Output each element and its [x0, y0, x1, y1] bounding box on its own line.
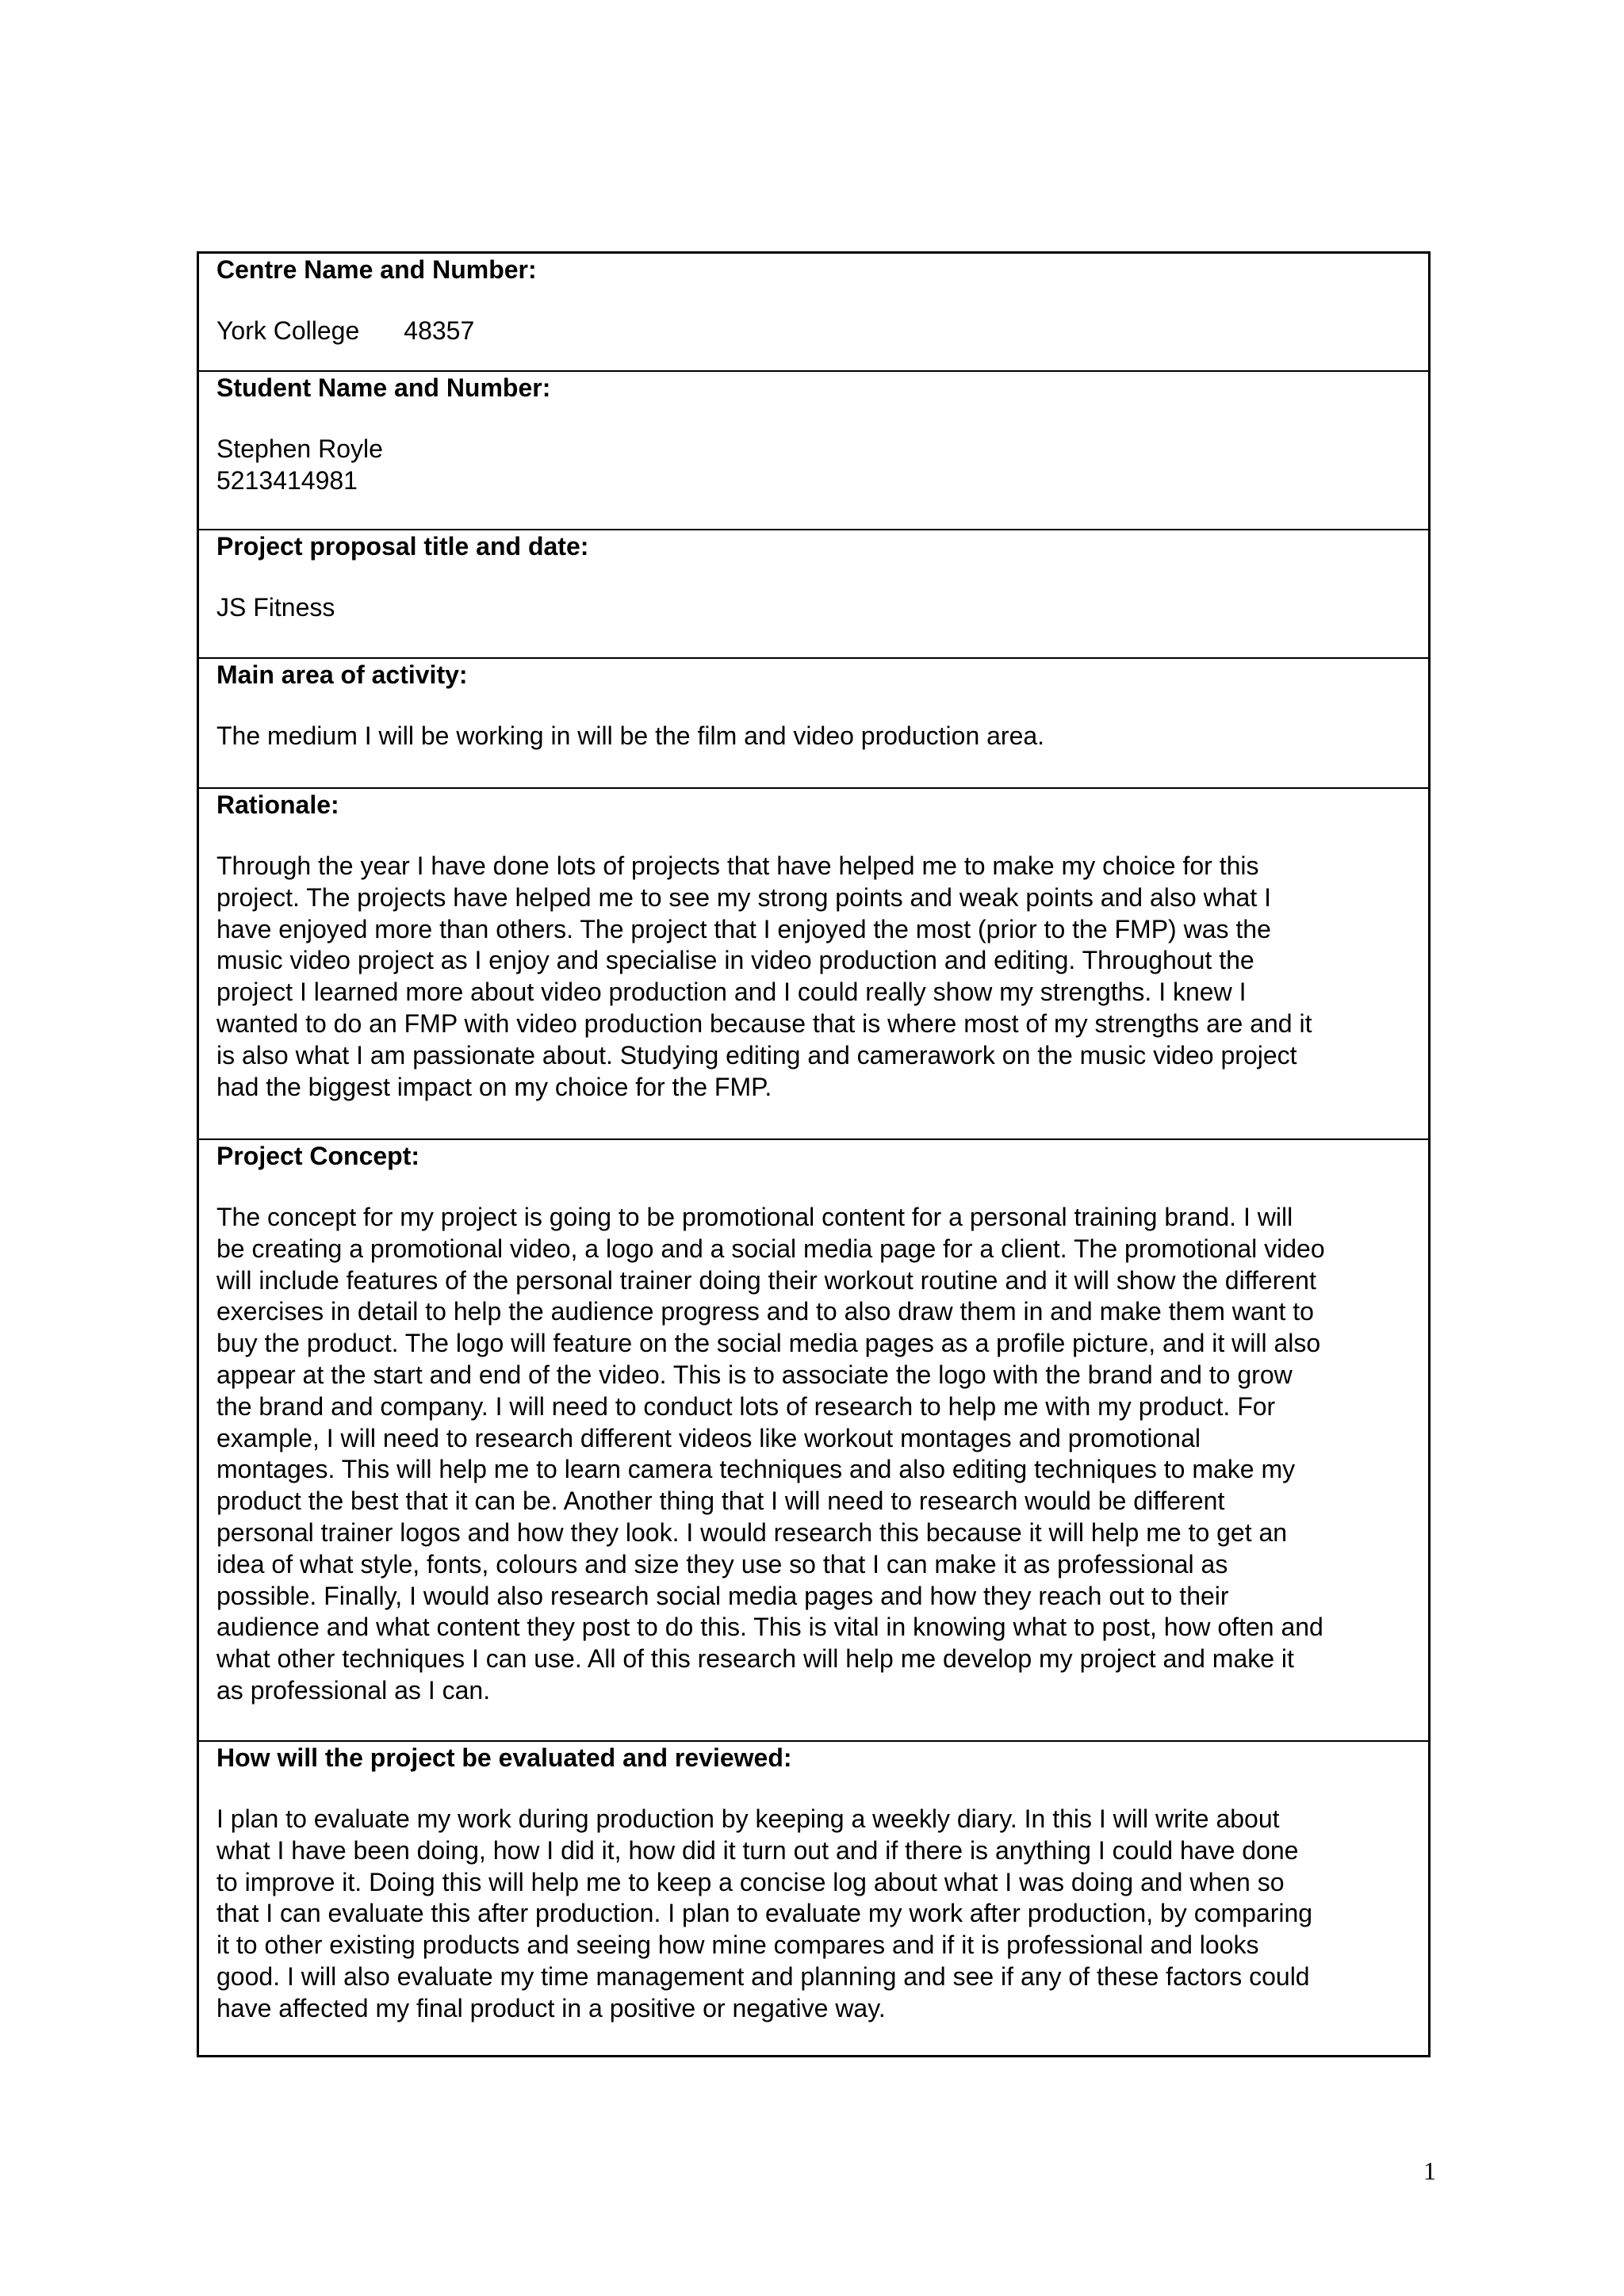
rationale-heading: Rationale:: [216, 790, 339, 819]
student-name: Stephen Royle: [216, 434, 383, 463]
centre-value: [216, 316, 1411, 347]
evaluation-line: what I have been doing, how I did it, how did it turn out and if there is anything I could have done: [216, 1835, 1299, 1865]
concept-heading: Project Concept:: [216, 1142, 420, 1170]
rationale-paragraph: [216, 851, 1411, 1103]
page-number: 1: [1423, 2156, 1436, 2185]
centre-name: York College: [216, 316, 360, 345]
evaluation-paragraph: [216, 1804, 1411, 2025]
proposal-heading: Project proposal title and date:: [216, 532, 589, 561]
concept-line: what other techniques I can use. All of this research will help me develop my project and make it: [216, 1644, 1294, 1674]
concept-line: be creating a promotional video, a logo and a social media page for a client. The promotional video: [216, 1234, 1325, 1263]
activity-section: [199, 659, 1428, 789]
concept-line: idea of what style, fonts, colours and size they use so that I can make it as professional as: [216, 1549, 1228, 1578]
student-number: 5213414981: [216, 465, 358, 495]
evaluation-line: I plan to evaluate my work during production by keeping a weekly diary. In this I will write about: [216, 1804, 1280, 1833]
evaluation-line: good. I will also evaluate my time management and planning and see if any of these factors could: [216, 1961, 1310, 1991]
evaluation-line: have affected my final product in a positive or negative way.: [216, 1993, 886, 2022]
centre-number: 48357: [404, 316, 475, 345]
rationale-line: project I learned more about video production and I could really show my strengths. I knew I: [216, 978, 1247, 1007]
rationale-line: is also what I am passionate about. Studying editing and camerawork on the music video project: [216, 1040, 1297, 1070]
concept-line: will include features of the personal trainer doing their workout routine and it will show the different: [216, 1265, 1316, 1295]
activity-text: The medium I will be working in will be the film and video production area.: [216, 721, 1045, 750]
rationale-line: have enjoyed more than others. The project that I enjoyed the most (prior to the FMP) was the: [216, 914, 1271, 943]
proposal-section: [199, 530, 1428, 659]
proposal-title: JS Fitness: [216, 593, 335, 622]
concept-section: [199, 1140, 1428, 1742]
rationale-section: [199, 789, 1428, 1140]
concept-line: product the best that it can be. Another thing that I will need to research would be different: [216, 1487, 1225, 1516]
concept-line: personal trainer logos and how they look. I would research this because it will help me to get an: [216, 1517, 1288, 1547]
student-heading: Student Name and Number:: [216, 373, 551, 402]
concept-line: possible. Finally, I would also research social media pages and how they reach out to their: [216, 1581, 1229, 1610]
concept-line: montages. This will help me to learn camera techniques and also editing techniques to make my: [216, 1455, 1296, 1484]
rationale-line: music video project as I enjoy and specialise in video production and editing. Throughout the: [216, 946, 1254, 975]
concept-line: buy the product. The logo will feature on the social media pages as a profile picture, and it will also: [216, 1329, 1321, 1358]
concept-line: exercises in detail to help the audience progress and to also draw them in and make them want to: [216, 1297, 1314, 1326]
evaluation-line: to improve it. Doing this will help me to keep a concise log about what I was doing and when so: [216, 1867, 1285, 1896]
rationale-line: project. The projects have helped me to see my strong points and weak points and also what I: [216, 882, 1271, 912]
evaluation-line: it to other existing products and seeing how mine compares and if it is professional and looks: [216, 1931, 1259, 1960]
concept-line: appear at the start and end of the video. This is to associate the logo with the brand and to grow: [216, 1360, 1293, 1389]
rationale-line: had the biggest impact on my choice for the FMP.: [216, 1072, 772, 1101]
evaluation-line: that I can evaluate this after production. I plan to evaluate my work after production, by comparing: [216, 1899, 1313, 1928]
concept-line: audience and what content they post to do this. This is vital in knowing what to post, how often and: [216, 1613, 1323, 1642]
rationale-line: Through the year I have done lots of projects that have helped me to make my choice for this: [216, 851, 1259, 880]
evaluation-heading: How will the project be evaluated and reviewed:: [216, 1743, 792, 1772]
student-section: [199, 372, 1428, 530]
centre-heading: Centre Name and Number:: [216, 255, 537, 284]
evaluation-section: [199, 1742, 1428, 2055]
concept-paragraph: [216, 1202, 1411, 1707]
concept-line: as professional as I can.: [216, 1675, 491, 1705]
centre-section: [199, 254, 1428, 372]
concept-line: The concept for my project is going to be promotional content for a personal training brand. I will: [216, 1203, 1293, 1231]
concept-line: example, I will need to research different videos like workout montages and promotional: [216, 1423, 1201, 1452]
activity-heading: Main area of activity:: [216, 660, 468, 689]
proposal-form: [197, 251, 1431, 2057]
rationale-line: wanted to do an FMP with video production because that is where most of my strengths are and it: [216, 1008, 1312, 1038]
concept-line: the brand and company. I will need to conduct lots of research to help me with my product. For: [216, 1391, 1276, 1421]
